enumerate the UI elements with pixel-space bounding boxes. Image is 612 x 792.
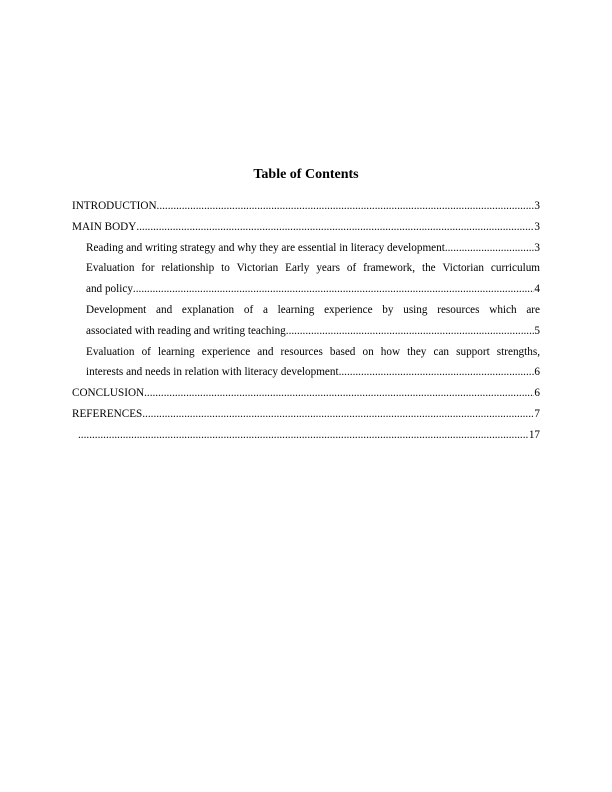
toc-page-number: 17 [528,428,540,441]
toc-entry-label: Reading and writing strategy and why they are essential in literacy development [86,241,445,254]
dot-leader [157,196,535,217]
toc-entry-conclusion[interactable] [72,383,540,404]
toc-entry-label: REFERENCES [72,407,143,420]
toc-title: Table of Contents [253,167,359,182]
toc-entry-untitled[interactable] [72,425,540,446]
dot-leader [136,217,534,238]
toc-entry-label: MAIN BODY [72,220,137,233]
toc-page-number: 7 [534,407,540,420]
toc-entry-line [86,321,540,342]
toc-entry-line [72,404,540,425]
toc-page-number: 5 [534,324,540,337]
toc-entry-label: associated with reading and writing teaching [86,324,286,337]
toc-entry-references[interactable] [72,404,540,425]
toc-entry-label-line: Evaluation of learning experience and resources based on how they can support strengths, [86,345,540,358]
toc-entry-label-line: Evaluation for relationship to Victorian Early years of framework, the Victorian curriculum [86,262,540,275]
toc-entry-evaluation-victorian-framework[interactable] [72,258,540,300]
toc-entry-line [72,196,540,217]
toc-entry-label: CONCLUSION [72,387,145,400]
toc-list [72,196,540,446]
toc-entry-label: interests and needs in relation with literacy development [86,366,339,379]
toc-entry-line [86,279,540,300]
toc-entry-line [72,383,540,404]
toc-page-number: 4 [534,283,540,296]
toc-entry-main-body[interactable] [72,217,540,238]
toc-page-number: 6 [534,366,540,379]
dot-leader [286,321,535,342]
toc-entry-line [86,238,540,259]
toc-entry-label: and policy [86,283,133,296]
toc-entry-line [86,362,540,383]
toc-entry-label: INTRODUCTION [72,200,157,212]
dot-leader [142,404,534,425]
dot-leader [78,425,529,446]
toc-page-number: 3 [534,241,540,254]
toc-page-number: 6 [534,387,540,400]
toc-entry-learning-experience-development[interactable] [72,300,540,342]
toc-entry-line [78,425,540,446]
toc-entry-evaluation-learning-experience[interactable] [72,342,540,384]
toc-page-number: 3 [534,200,540,212]
toc-entry-reading-writing-strategy[interactable] [72,238,540,259]
toc-page-number: 3 [534,220,540,233]
toc-entry-introduction[interactable] [72,196,540,217]
toc-entry-line [72,217,540,238]
dot-leader [339,362,535,383]
dot-leader [144,383,534,404]
dot-leader [133,279,534,300]
toc-entry-label-line: Development and explanation of a learning experience by using resources which are [86,303,540,316]
dot-leader [445,238,535,259]
